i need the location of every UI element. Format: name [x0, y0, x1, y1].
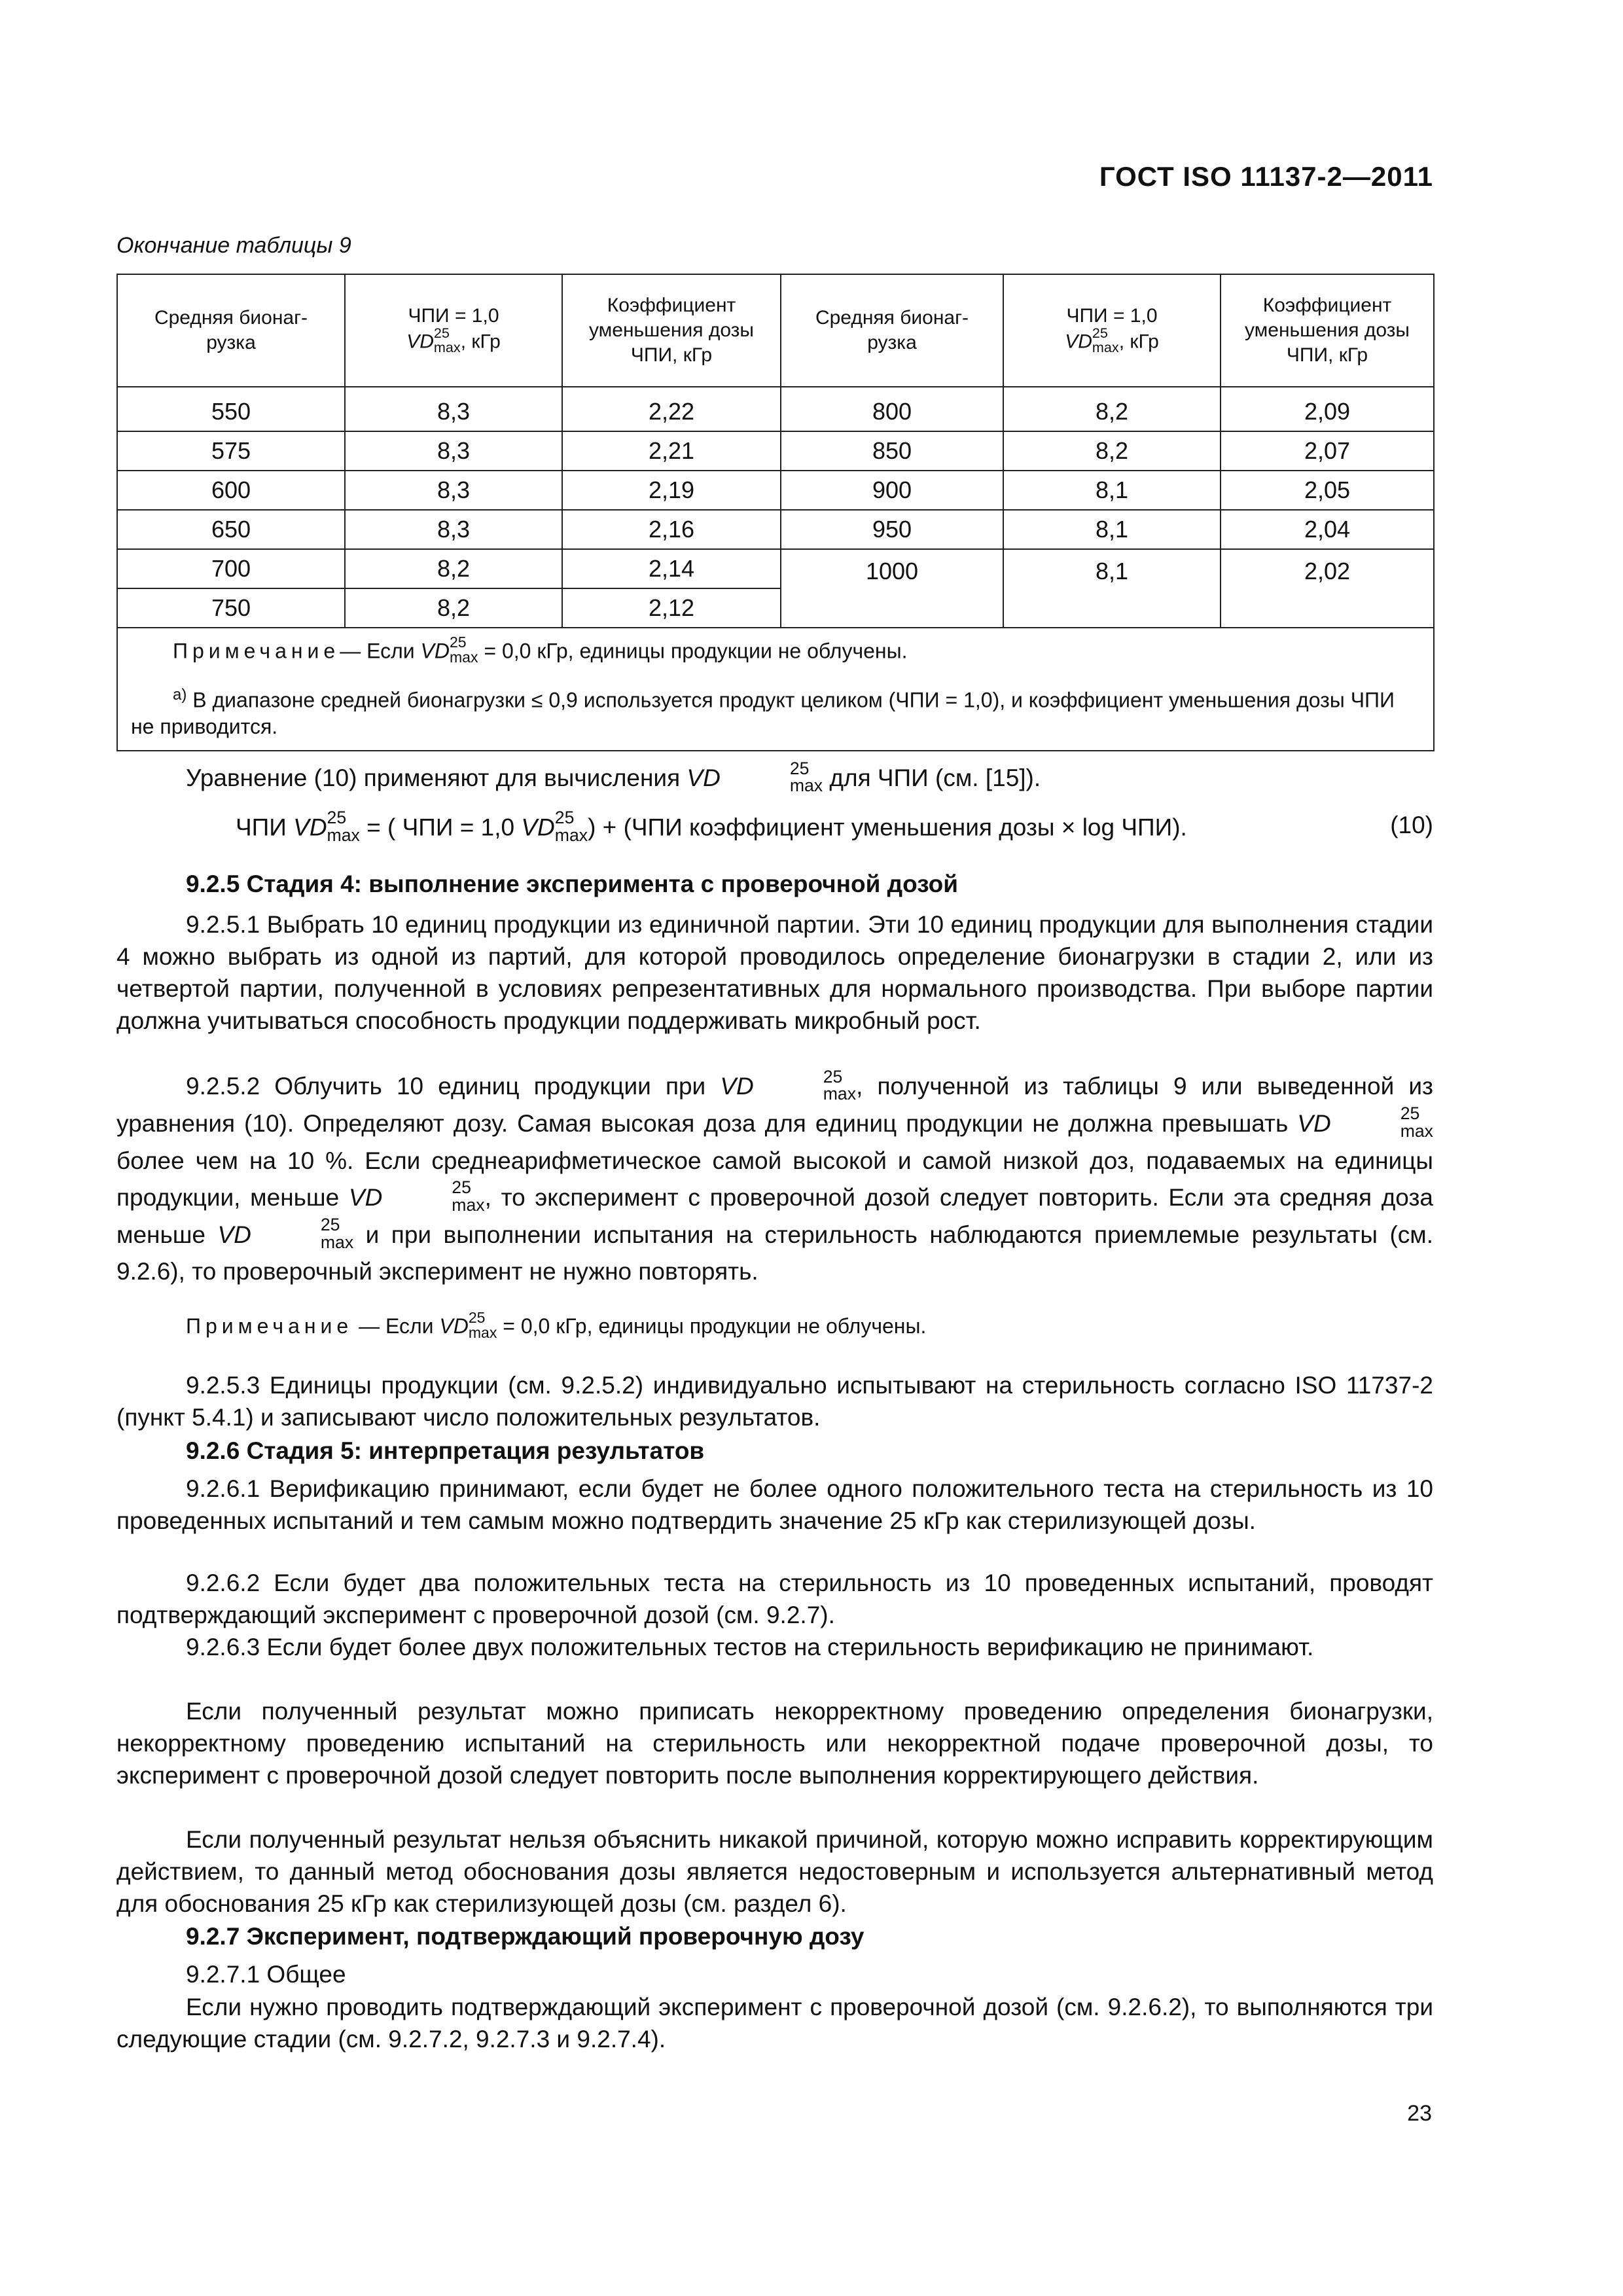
table-cell: 8,3 — [345, 387, 562, 431]
header-vd: ЧПИ = 1,0 VD 25 max , кГр — [1003, 274, 1221, 387]
paragraph-9-2-5-1: 9.2.5.1 Выбрать 10 единиц продукции из единичной партии. Эти 10 единиц продукции для выполнения стадии 4 можно выбрать из одной из партий, для которой проводилось определение бионагрузки в стадии 2, или из четвертой партии, полученной в условиях репрезентативных для нормального производства. При выборе партии должна учитываться способность продукции поддерживать микробный рост. — [116, 911, 1433, 1034]
table-cell: 800 — [781, 387, 1003, 431]
table-row — [117, 471, 1434, 510]
table-note: Примечание— Если VD 25 max = 0,0 кГр, единицы продукции не облучены. — [173, 634, 908, 666]
table-cell: 2,09 — [1221, 387, 1434, 431]
page-number: 23 — [1407, 2101, 1432, 2126]
table-row — [117, 549, 1434, 588]
equation-10: ЧПИ VD 25 max = ( ЧПИ = 1,0 VD 25 max ) + (ЧПИ коэффициент уменьшения дозы × log ЧПИ). — [236, 808, 1187, 845]
paragraph-9-2-6-2: 9.2.6.2 Если будет два положительных теста на стерильность из 10 проведенных испытаний, проводят подтверждающий эксперимент с проверочной дозой (см. 9.2.7). — [116, 1570, 1433, 1628]
paragraph-9-2-7-a: Если нужно проводить подтверждающий эксперимент с проверочной дозой (см. 9.2.6.2), то выполняются три следующие стадии (см. 9.2.7.2, 9.2.7.3 и 9.2.7.4). — [116, 1994, 1433, 2053]
table-row — [117, 387, 1434, 431]
table-cell: 1000 — [781, 549, 1003, 628]
table-cell: 2,21 — [562, 431, 781, 471]
table-caption: Окончание таблицы 9 — [116, 233, 351, 258]
table-cell: 700 — [117, 549, 345, 588]
table-cell: 575 — [117, 431, 345, 471]
table-cell: 2,22 — [562, 387, 781, 431]
header-coef: Коэффициент уменьшения дозы ЧПИ, кГр — [1221, 274, 1434, 387]
section-heading-9-2-5: 9.2.5 Стадия 4: выполнение эксперимента с проверочной дозой — [186, 870, 959, 897]
table-cell: 600 — [117, 471, 345, 510]
header-vd: ЧПИ = 1,0 VD 25 max , кГр — [345, 274, 562, 387]
table-row — [117, 510, 1434, 549]
section-heading-9-2-7: 9.2.7 Эксперимент, подтверждающий проверочную дозу — [186, 1923, 865, 1950]
table-notes — [117, 628, 1434, 751]
paragraph-9-2-6-a: Если полученный результат можно приписать некорректному проведению определения бионагрузки, некорректному проведению испытаний на стерильность или некорректной подаче проверочной дозы, то эксперимент с проверочной дозой следует повторить после выполнения корректирующего действия. — [116, 1698, 1433, 1789]
header-coef: Коэффициент уменьшения дозы ЧПИ, кГр — [562, 274, 781, 387]
paragraph-9-2-6-1: 9.2.6.1 Верификацию принимают, если будет не более одного положительного теста на стерильность из 10 проведенных испытаний и тем самым можно подтвердить значение 25 кГр как стерилизующей дозы. — [116, 1475, 1433, 1534]
table-cell: 900 — [781, 471, 1003, 510]
paragraph-9-2-5-2: 9.2.5.2 Облучить 10 единиц продукции при VD 25 max , полученной из таблицы 9 или выведенной из уравнения (10). Определяют дозу. Самая высокая доза для единиц продукции не должна превышать VD 25 max более чем на 10 %. Если среднеарифметическое самой высокой и самой низкой доз, подаваемых на единицы продукции, меньше VD 25 max , то эксперимент с проверочной дозой следует повторить. Если эта средняя доза меньше VD 25 max и при выполнении испытания на стерильность наблюдаются приемлемые результаты (см. 9.2.6), то проверочный эксперимент не нужно повторять. — [116, 1066, 1434, 1285]
table-cell: 8,1 — [1003, 549, 1221, 628]
table-footnote: $^{a)}$ В диапазоне средней бионагрузки ≤ 0,9 используется продукт целиком (ЧПИ = 1,0), и коэффициент уменьшения дозы ЧПИ не приводится. — [131, 686, 1395, 738]
table-cell: 2,19 — [562, 471, 781, 510]
table-cell: 2,05 — [1221, 471, 1434, 510]
document-id: ГОСТ ISO 11137-2—2011 — [1099, 161, 1433, 192]
table-cell: 2,04 — [1221, 510, 1434, 549]
paragraph-9-2-5-3: 9.2.5.3 Единицы продукции (см. 9.2.5.2) индивидуально испытывают на стерильность согласно ISO 11737-2 (пункт 5.4.1) и записывают число положительных результатов. — [116, 1372, 1433, 1431]
table-row — [117, 431, 1434, 471]
table-cell: 650 — [117, 510, 345, 549]
table-header-row — [117, 274, 1434, 387]
table-cell: 550 — [117, 387, 345, 431]
intro-paragraph: Уравнение (10) применяют для вычисления VD 25 max для ЧПИ (см. [15]). — [186, 758, 1041, 796]
table-cell: 2,16 — [562, 510, 781, 549]
table-cell: 950 — [781, 510, 1003, 549]
table-cell: 2,14 — [562, 549, 781, 588]
paragraph-9-2-6-b: Если полученный результат нельзя объяснить никакой причиной, которую можно исправить корректирующим действием, то данный метод обоснования дозы является недостоверным и используется альтернативный метод для обоснования 25 кГр как стерилизующей дозы (см. раздел 6). — [116, 1826, 1433, 1917]
table-cell: 850 — [781, 431, 1003, 471]
table-cell: 8,2 — [345, 549, 562, 588]
note-9-2-5-2: Примечание — Если VD 25 max = 0,0 кГр, единицы продукции не облучены. — [186, 1308, 927, 1341]
table-notes-row — [117, 628, 1434, 751]
paragraph-9-2-7-1: 9.2.7.1 Общее — [186, 1961, 346, 1988]
table-cell: 2,12 — [562, 588, 781, 628]
table-cell: 8,3 — [345, 431, 562, 471]
paragraph-9-2-6-3: 9.2.6.3 Если будет более двух положительных тестов на стерильность верификацию не принимают. — [186, 1634, 1314, 1660]
table-cell: 8,3 — [345, 510, 562, 549]
header-bioburden: Средняя бионаг- рузка — [781, 274, 1003, 387]
table-cell: 2,02 — [1221, 549, 1434, 628]
table-cell: 8,1 — [1003, 510, 1221, 549]
table-cell: 8,2 — [1003, 387, 1221, 431]
table-cell: 750 — [117, 588, 345, 628]
table-cell: 8,2 — [1003, 431, 1221, 471]
dose-table — [116, 274, 1435, 751]
table-cell: 2,07 — [1221, 431, 1434, 471]
table-cell: 8,1 — [1003, 471, 1221, 510]
header-bioburden: Средняя бионаг- рузка — [117, 274, 345, 387]
section-heading-9-2-6: 9.2.6 Стадия 5: интерпретация результатов — [186, 1437, 705, 1464]
table-cell: 8,2 — [345, 588, 562, 628]
equation-number: (10) — [1390, 812, 1433, 838]
table-cell: 8,3 — [345, 471, 562, 510]
